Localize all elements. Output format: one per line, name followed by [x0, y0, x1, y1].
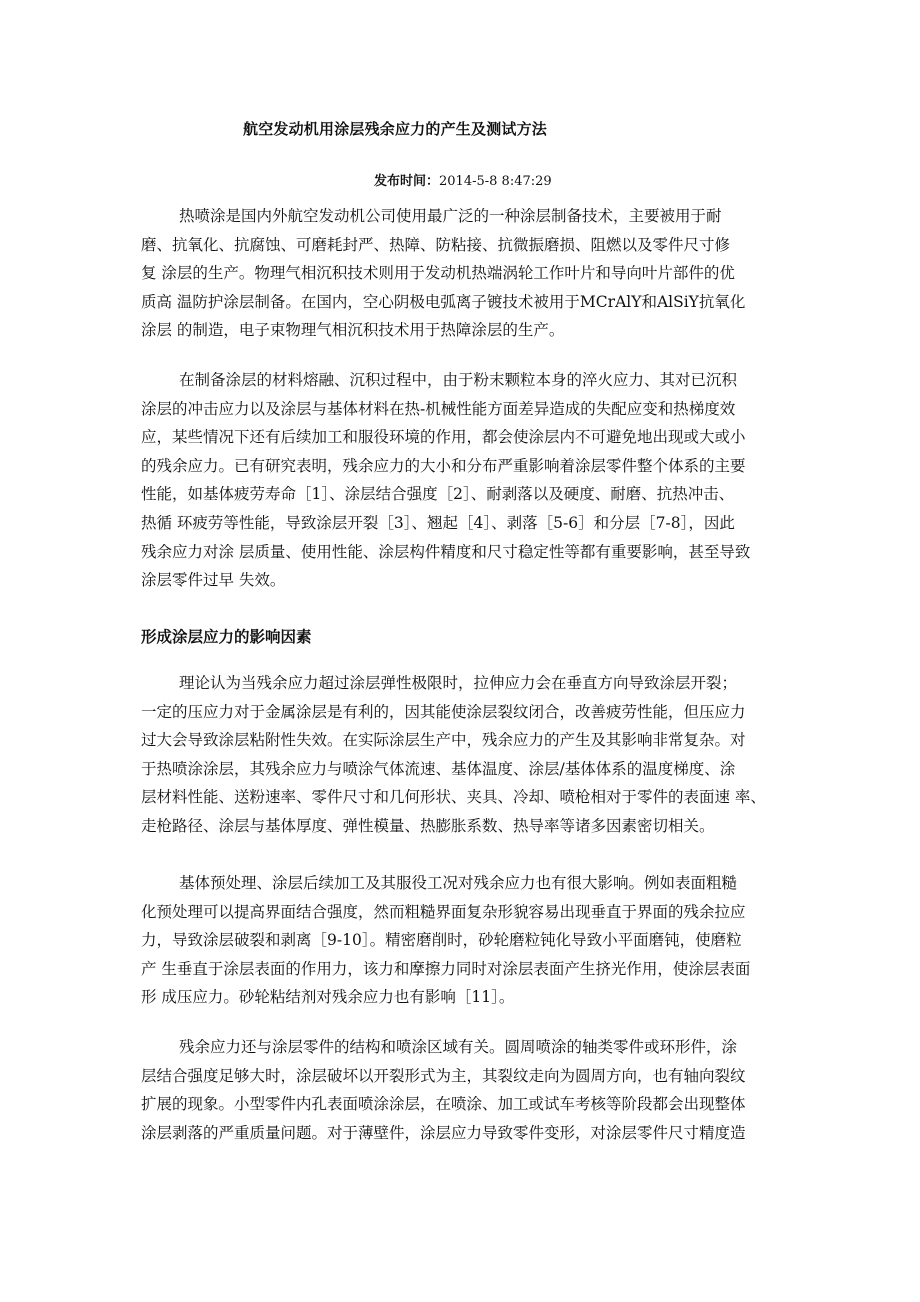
- paragraph-line: 过大会导致涂层粘附性失效。在实际涂层生产中，残余应力的产生及其影响非常复杂。对: [141, 731, 746, 750]
- paragraph-line: 化预处理可以提高界面结合强度，然而粗糙界面复杂形貌容易出现垂直于界面的残余拉应: [141, 902, 746, 921]
- paragraph-line: 理论认为当残余应力超过涂层弹性极限时，拉伸应力会在垂直方向导致涂层开裂；: [179, 674, 738, 692]
- paragraph-line: 性能，如基体疲劳寿命［1］、涂层结合强度［2］、耐剥落以及硬度、耐磨、抗热冲击、: [141, 485, 735, 504]
- paragraph-theory: [141, 669, 783, 841]
- publish-time: [374, 170, 552, 189]
- paragraph-line: 基体预处理、涂层后续加工及其服役工况对残余应力也有很大影响。例如表面粗糙: [179, 874, 738, 892]
- paragraph-line: 热循 环疲劳等性能，导致涂层开裂［3］、翘起［4］、剥落［5-6］和分层［7-8］，因此: [141, 513, 735, 532]
- paragraph-line: 复 涂层的生产。物理气相沉积技术则用于发动机热端涡轮工作叶片和导向叶片部件的优: [141, 264, 735, 283]
- document-title: 航空发动机用涂层残余应力的产生及测试方法: [243, 120, 548, 138]
- publish-time-label: 发布时间：: [374, 174, 440, 189]
- paragraph-line: 残余应力对涂 层质量、使用性能、涂层构件精度和尺寸稳定性等都有重要影响，甚至导致: [141, 542, 751, 561]
- section-heading: 形成涂层应力的影响因素: [141, 628, 312, 646]
- paragraph-line: 热喷涂是国内外航空发动机公司使用最广泛的一种涂层制备技术，主要被用于耐: [179, 207, 722, 225]
- paragraph-line: 磨、抗氧化、抗腐蚀、可磨耗封严、热障、防粘接、抗微振磨损、阻燃以及零件尺寸修: [141, 235, 731, 254]
- publish-time-value: 2014-5-8 8:47:29: [439, 174, 552, 189]
- paragraph-line: 力，导致涂层破裂和剥离［9-10］。精密磨削时，砂轮磨粒钝化导致小平面磨钝，使磨粒: [141, 931, 742, 950]
- paragraph-line: 一定的压应力对于金属涂层是有利的，因其能使涂层裂纹闭合，改善疲劳性能，但压应力: [141, 702, 746, 721]
- paragraph-intro: [141, 202, 783, 345]
- paragraph-line: 应，某些情况下还有后续加工和服役环境的作用，都会使涂层内不可避免地出现或大或小: [141, 428, 746, 447]
- paragraph-line: 于热喷涂涂层，其残余应力与喷涂气体流速、基体温度、涂层/基体体系的温度梯度、涂: [141, 759, 736, 778]
- paragraph-line: 走枪路径、涂层与基体厚度、弹性模量、热膨胀系数、热导率等诸多因素密切相关。: [141, 816, 715, 835]
- paragraph-line: 层结合强度足够大时，涂层破坏以开裂形式为主，其裂纹走向为圆周方向，也有轴向裂纹: [141, 1066, 746, 1085]
- paragraph-pretreatment: [141, 869, 783, 1012]
- paragraph-line: 在制备涂层的材料熔融、沉积过程中，由于粉末颗粒本身的淬火应力、其对已沉积: [179, 371, 738, 389]
- paragraph-line: 层材料性能、送粉速率、零件尺寸和几何形状、夹具、冷却、喷枪相对于零件的表面速 率、: [141, 788, 766, 807]
- paragraph-line: 涂层剥落的严重质量问题。对于薄壁件，涂层应力导致零件变形，对涂层零件尺寸精度造: [141, 1123, 746, 1142]
- paragraph-residual-stress: [141, 366, 783, 595]
- paragraph-line: 形 成压应力。砂轮粘结剂对残余应力也有影响［11］。: [141, 988, 515, 1007]
- paragraph-line: 扩展的现象。小型零件内孔表面喷涂涂层，在喷涂、加工或试车考核等阶段都会出现整体: [141, 1095, 746, 1114]
- paragraph-line: 涂层的冲击应力以及涂层与基体材料在热-机械性能方面差异造成的失配应变和热梯度效: [141, 399, 736, 418]
- paragraph-line: 残余应力还与涂层零件的结构和喷涂区域有关。圆周喷涂的轴类零件或环形件，涂: [179, 1038, 738, 1056]
- paragraph-line: 涂层 的制造，电子束物理气相沉积技术用于热障涂层的生产。: [141, 321, 565, 340]
- paragraph-line: 产 生垂直于涂层表面的作用力，该力和摩擦力同时对涂层表面产生挤光作用，使涂层表面: [141, 959, 751, 978]
- paragraph-structure: [141, 1033, 783, 1147]
- paragraph-line: 的残余应力。已有研究表明，残余应力的大小和分布严重影响着涂层零件整个体系的主要: [141, 456, 746, 475]
- paragraph-line: 涂层零件过早 失效。: [141, 571, 286, 590]
- paragraph-line: 质高 温防护涂层制备。在国内，空心阴极电弧离子镀技术被用于MCrAlY和AlSiY抗氧化: [141, 292, 746, 311]
